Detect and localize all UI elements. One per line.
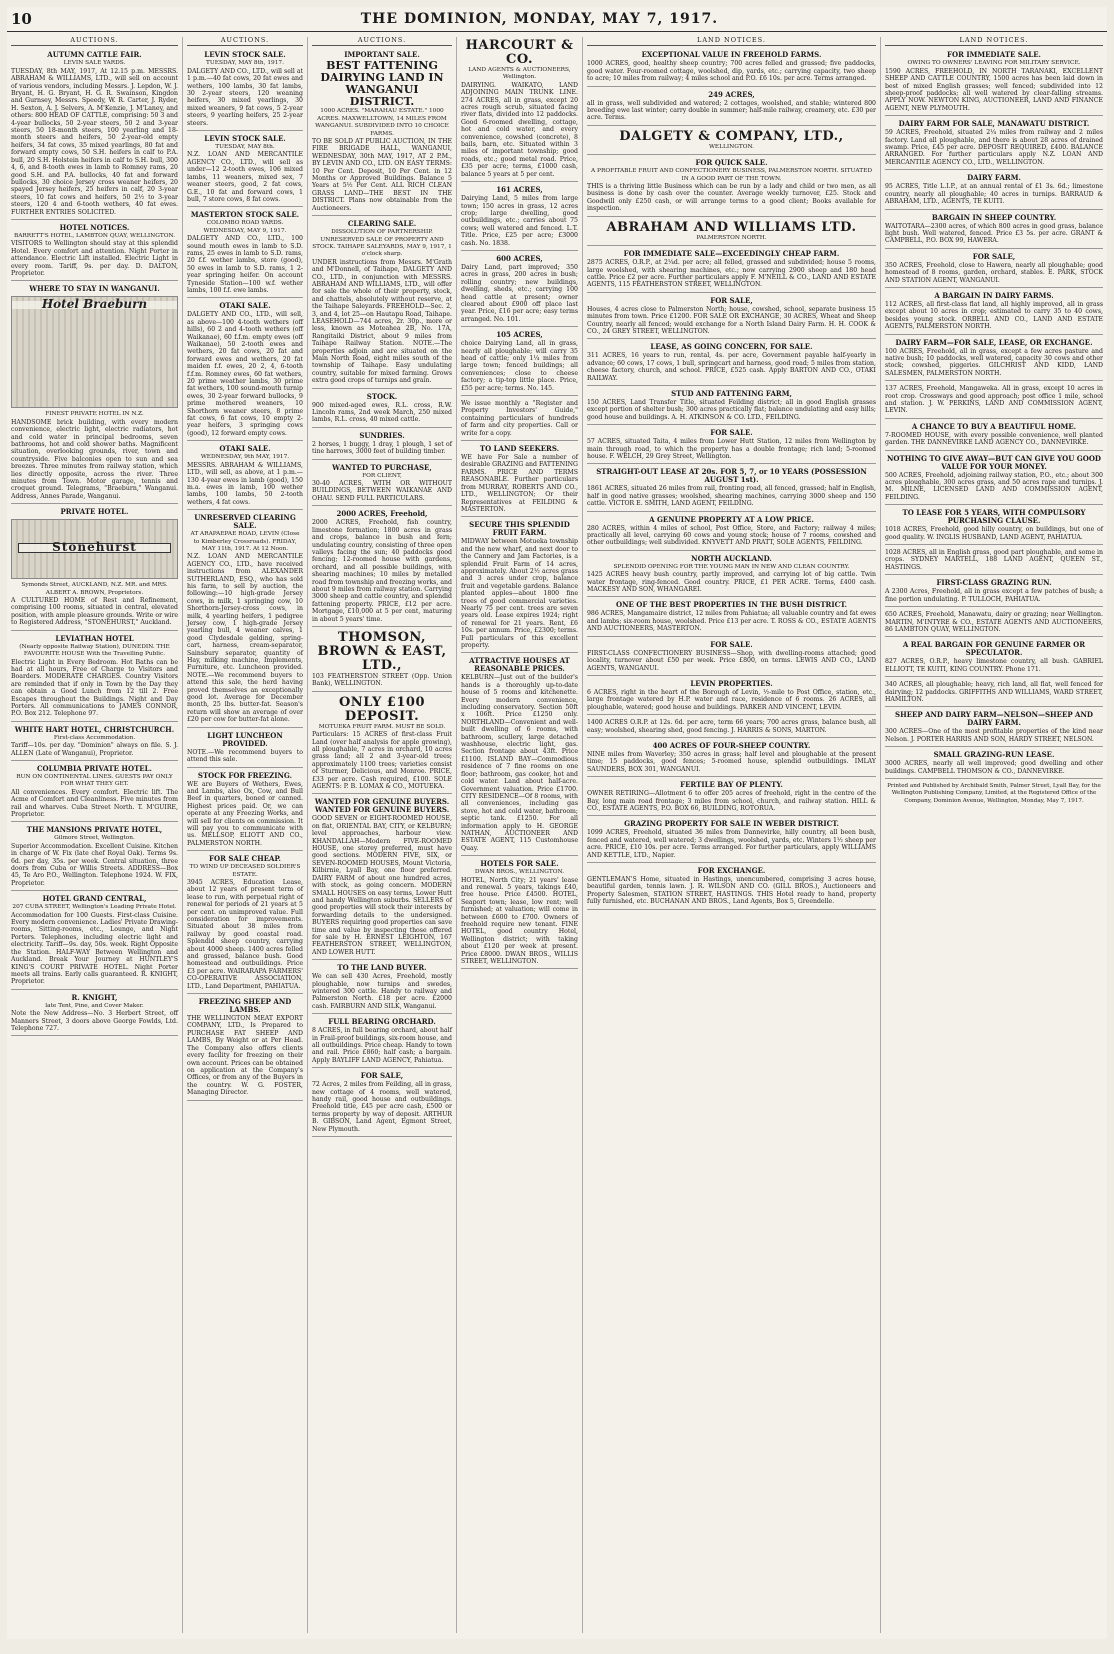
ad-title: PRIVATE HOTEL. — [60, 507, 129, 517]
ad-body: WAITOTARA—2300 acres, of which 800 acres in good grass, balance light bush. Well watered, fenced. Price £3 5s. per acre. GRANT & CAMPBELL, P.O. BOX 99, HAWERA. — [885, 222, 1103, 245]
ad-title: SHEEP AND DAIRY FARM—NELSON—SHEEP AND DAIRY FARM. — [895, 710, 1093, 728]
advertisement — [587, 818, 876, 863]
ad-body: 1400 ACRES O.R.P. at 12s. 6d. per acre, term 66 years; 700 acres grass, balance bush, all easy; woolshed, shearing shed, good fencing. J. HARRIS & SONS, MARTON. — [587, 719, 876, 734]
advertisement — [885, 577, 1103, 607]
ad-subtitle: DISSOLUTION OF PARTNERSHIP. UNRESERVED SALE OF PROPERTY AND STOCK. TAIHAPE SALEYARDS, MAY 9, 1917, 1 o'clock sharp. — [312, 229, 452, 258]
ad-title: IMPORTANT SALE. — [344, 50, 420, 60]
ad-body: 95 ACRES, Title L.I.P., at an annual rental of £1 3s. 6d.; limestone country, nearly all ploughable; 40 acres in turnips. BARRAUD & ABRAHAM, LTD., AGENTS, TE KUITI. — [885, 183, 1103, 206]
ad-body: 300 ACRES—One of the most profitable properties of the kind near Nelson. J. PORTER HARRIS AND SON, HARDY STREET, NELSON. — [885, 728, 1103, 743]
advertisement — [587, 157, 876, 216]
ad-subtitle: Gilmore Street, Wellington. — [54, 835, 135, 842]
ad-title: 161 ACRES, — [496, 185, 543, 195]
ad-subtitle: OWING TO OWNERS' LEAVING FOR MILITARY SERVICE. — [907, 60, 1081, 67]
advertisement — [11, 222, 178, 281]
ad-title: FOR SALE. — [710, 428, 753, 438]
advertisement — [461, 858, 578, 969]
ad-body: Dairying Land, 5 miles from large town; 150 acres in grass, 12 acres crop; large dwelling, good outbuildings, etc.; carries about 75 cows; well watered and fenced. L.T. Title. Price, £25 per acre; £3000 cash. No. 1838. — [461, 195, 578, 247]
advertisement — [587, 717, 876, 738]
ad-subtitle: LEVIN SALE YARDS. — [63, 60, 126, 67]
column-header: AUCTIONS. — [312, 37, 452, 46]
advertisement — [885, 383, 1103, 419]
ad-title: 105 ACRES, — [496, 330, 543, 340]
advertisement — [11, 506, 178, 630]
ad-title: SECURE THIS SPLENDID FRUIT FARM. — [469, 520, 570, 538]
advertisement — [587, 128, 876, 155]
ad-title: NOTHING TO GIVE AWAY—BUT CAN GIVE YOU GOOD VALUE FOR YOUR MONEY. — [886, 453, 1102, 471]
ad-body: 650 ACRES, Freehold, Manawatu, dairy or grazing; near Wellington. MARTIN, M'INTYRE & CO., ESTATE AGENTS AND AUCTIONEERS, 86 LAMBTON QUAY, WELLINGTON. — [885, 611, 1103, 633]
ad-subtitle: SPLENDID OPENING FOR THE YOUNG MAN IN NEW AND CLEAN COUNTRY. — [613, 563, 850, 570]
advertisement — [187, 49, 303, 131]
ad-title: LEVIATHAN HOTEL — [55, 633, 134, 643]
column-header: LAND NOTICES. — [885, 37, 1103, 46]
advertisement — [461, 519, 578, 653]
ad-body: MIDWAY between Motueka township and the new wharf, and next door to the Cannery and Jam Factories, is a splendid Fruit Farm of 14 acres, approximately. About 2½ acres grass and 3 acres under crop, balance fruit and vegetable gardens. Balance planted apples—about 1800 fine trees of good commercial varieties. Nearly 75 per cent. trees are seven years old. Lease expires 1924; right of renewal for 21 years. Rent, £6 10s. per annum. Price, £2300; terms. Full particulars of this excellent property. — [461, 538, 578, 649]
advertisement — [312, 430, 452, 460]
advertisement — [312, 694, 452, 795]
advertisement — [587, 248, 876, 293]
ad-body: DALGETY AND CO., LTD., 100 sound mouth ewes in lamb to S.D. rams, 25 ewes in lamb to S.D. rams, 20 f.f. wether lambs, store (good), 50 ewes in lamb to S.D. rams, 1 2-year springing heifer. On account Tyneside Station—100 w.f. wether lambs, 100 f.f. ewe lambs. — [187, 235, 303, 294]
page-number: 10 — [11, 10, 32, 28]
advertisement — [885, 507, 1103, 545]
advertisement — [11, 724, 178, 761]
ad-body: 8 ACRES, in full bearing orchard, about half in Frail-proof buildings, six-room house, and all outbuildings. Price cheap. Handy to town and rail. Price £860; half cash; a bargain. Apply BAYLIFF LAND AGENCY, Pahiatua. — [312, 1027, 452, 1064]
ad-subtitle: Symonds Street, AUCKLAND, N.Z. MR. and MRS. ALBERT A. BROWN, Proprietors. — [21, 582, 168, 596]
ad-title: HARCOURT & CO. — [465, 38, 574, 67]
ad-body: We can sell 430 Acres, Freehold, mostly ploughable, now turnips and swedes, wintered 300 cattle. Handy to railway and Palmerston North. £18 per acre. £2000 cash. FAIRBURN AND SILK, Wanganui. — [312, 973, 452, 1010]
ad-body: DAIRYING. WAIKATO, LAND ADJOINING MAIN TRUNK LINE. 274 ACRES, all in grass, except 20 acres rough scrub, situated facing river flats, divided into 12 paddocks. Good 6-roomed dwelling, cottage, hot and cold water, and every convenience, cowshed (concrete), 8 bails, barn, etc. Situated within 3 miles of important township; good roads, etc.; good metal road. Price, £35 per acre; terms, £1000 cash, balance 5 years at 5 per cent. — [461, 81, 578, 178]
advertisement — [587, 553, 876, 598]
ad-body: 986 ACRES, Mangamaire district, 12 miles from Pahiatua; all valuable country and fat ewes and lambs; six-room house, woolshed. Price £13 per acre. T. ROSS & CO., ESTATE AGENTS AND AUCTIONEERS, MASTERTON. — [587, 610, 876, 633]
ad-body: 340 ACRES, all ploughable; heavy, rich land, all flat, well fenced for dairying; 12 paddocks. GRIFFITHS AND WILLIAMS, WARD STREET, HAMILTON. — [885, 681, 1103, 703]
ad-title: FERTILE BAY OF PLENTY. — [680, 780, 783, 790]
ad-body: VISITORS to Wellington should stay at this splendid Hotel. Every comfort and attention. Night Porter in attendance. Electric Lift installed. Electric Light in every room. Tariff, 9s. per day. D. DALTON, Proprietor. — [11, 240, 178, 277]
advertisement — [587, 427, 876, 464]
hotel-illustration — [11, 519, 178, 579]
advertisement — [885, 49, 1103, 116]
column-2 — [183, 37, 308, 1633]
advertisement — [587, 466, 876, 511]
ad-title: MASTERTON STOCK SALE. — [190, 210, 300, 220]
advertisement — [587, 219, 876, 246]
ad-title: ONE OF THE BEST PROPERTIES IN THE BUSH DISTRICT. — [616, 600, 847, 610]
ad-subtitle: WELLINGTON. — [708, 143, 755, 150]
ad-body: HOTEL, North City; 21 years' lease and renewal. 5 years, takings £40, free house. Price £4500. HOTEL, Seaport town; lease, low rent; well furnished; at valuation; will come in between £600 to £700. Owners of freehold require new tenant. FINE HOTEL, good country Hotel, Wellington district; with taking about £120 per week at present. Price £8000. DWAN BROS., WILLIS STREET, WELLINGTON. — [461, 876, 578, 966]
ad-body: 30-40 ACRES, WITH OR WITHOUT BUILDINGS, BETWEEN WAIKANAE AND OHAU. SEND FULL PARTICULARS. — [312, 480, 452, 502]
ad-body: 827 ACRES, O.R.P., heavy limestone country, all bush. GABRIEL ELLIOTT, TE KUITI, KING COUNTRY. Phone 171. — [885, 658, 1103, 673]
advertisement — [461, 329, 578, 396]
advertisement — [885, 290, 1103, 335]
ad-title: FOR SALE, — [360, 1071, 404, 1081]
newspaper-page — [7, 7, 1107, 1639]
advertisement — [312, 962, 452, 1014]
advertisement — [461, 398, 578, 441]
ad-body: THIS is a thriving little Business which can be run by a lady and child or two men, as all business is done by cash over the counter. Average weekly turnover, £25. Stock and Goodwill only £250 cash, or will arrange terms to a good client; Books available for inspection. — [587, 183, 876, 213]
ad-title: OTAKI SALE. — [219, 301, 271, 311]
ad-body: 1861 ACRES, situated 26 miles from rail, fronting road, all fenced, grassed; half in English, half in good native grasses; woolshed, shearing machines, carrying 3000 sheep and 150 cattle. VICTOR E. SMITH, LAND AGENT, FEILDING. — [587, 485, 876, 508]
ad-title: A REAL BARGAIN FOR GENUINE FARMER OR SPECULATOR. — [902, 640, 1086, 658]
ad-title: WHERE TO STAY IN WANGANUI. — [29, 284, 160, 294]
ad-title: STUD AND FATTENING FARM, — [671, 388, 792, 398]
ad-title: FULL BEARING ORCHARD. — [328, 1017, 436, 1027]
advertisement — [587, 865, 876, 910]
ad-title: TO LEASE FOR 5 YEARS, WITH COMPULSORY PURCHASING CLAUSE. — [902, 508, 1086, 526]
ad-body: All conveniences. Every comfort. Electric lift. The Acme of Comfort and Cleanliness. Five minutes from rail and wharves. Cuba Street North. T. M'GUIRE, Proprietor. — [11, 788, 178, 818]
newspaper-title: THE DOMINION, MONDAY, MAY 7, 1917. — [360, 11, 719, 27]
ad-title: 2000 ACRES, Freehold, — [336, 509, 428, 519]
ad-body: 100 ACRES, Freehold, all in grass, except a few acres pasture and native bush; 10 paddocks, well watered, capacity 30 cows and other stock; cowshed, piggeries. GILCHRIST AND KIDD, LAND SALESMEN, PALMERSTON NORTH. — [885, 347, 1103, 377]
ad-subtitle: FINEST PRIVATE HOTEL IN N.Z. — [45, 411, 144, 418]
ad-headline: BEST FATTENING DAIRYING LAND IN WANGANUI DISTRICT. — [320, 59, 444, 109]
ad-body: KELBURN—Just out of the builder's hands is a thoroughly up-to-date house of 5 rooms and kitchenette. Every modern convenience, including conservatory. Section 50ft x 106ft. Price £1250 only. NORTHLAND—Convenient and well-built dwelling of 6 rooms, with bathroom, scullery, large detached washhouse, electric light, gas. Section frontage about 43ft. Price £1100. ISLAND BAY—Commodious residence of 7 fine rooms on one floor; bathroom, gas cooker, hot and cold water. Land about half-acre. Government valuation. Price £1700. CITY RESIDENCE—Of 8 rooms, with all conveniences, including gas stove, hot and cold water, bathroom; septic tank. £1250. For all information apply to H. GEORGE NATHAN, AUCTIONEER AND ESTATE AGENT, 115 Customhouse Quay. — [461, 674, 578, 852]
ad-subtitle: A PROFITABLE FRUIT AND CONFECTIONERY BUSINESS, PALMERSTON NORTH. SITUATED IN A GOOD PART OF THE TOWN. — [591, 168, 872, 182]
ad-body: 280 ACRES, within 4 miles of school, Post Office, Store, and Factory; railway 4 miles; practically all level, carrying 60 cows and young stock; house of 7 rooms, cowshed and other outbuildings; well subdivided. KNYVETT AND PRATT, SOLE AGENTS, FEILDING. — [587, 524, 876, 547]
hotel-illustration-caption: Hotel Braeburn — [12, 301, 177, 308]
ad-body: TUESDAY, 8th MAY, 1917, At 12.15 p.m. MESSRS. ABRAHAM & WILLIAMS, LTD., will sell on account of various vendors, including Messrs. J. Lepdon, W. J. Bryant, H. G. Bryant, H. G. R. Swainson, Kingdon and Gurnsey, Messrs. Speedy, W. R. Carter, J. Ryder, H. Sexton, A. J. Selvers, A. M'Kenzie, J. M'Laney, and others: 800 HEAD OF CATTLE, comprising: 50 3 and 4-year bullocks, 50 2-year steers, 50 2 and 3-year steers, 50 18-month steers, 100 yearling and 18-month steers and heifers, 50 2-year-old empty heifers, 34 fat cows, 35 mixed yearlings, 80 fat and forward empty cows, 50 S.H. heifers in calf to P.A. bull, 20 S.H. Holstein heifers in calf to S.H. bull, 300 4, 6, and 8-tooth ewes in lamb to Romney rams, 20 good S.H. and P.A. bullocks, 40 fat and forward bullocks, 30 choice Jersey cross weaner heifers, 20 spayed Jersey heifers, 25 heifers in calf, 20 3-year steers, 10 fat cows and heifers, 50 2½ to 3-year steers, 120 4 and 6-tooth wethers, 40 fat ewes. FURTHER ENTRIES SOLICITED. — [11, 67, 178, 216]
advertisement — [885, 547, 1103, 575]
column-6 — [881, 37, 1107, 1633]
advertisement — [587, 514, 876, 551]
advertisement — [587, 388, 876, 425]
advertisement — [187, 730, 303, 768]
ad-subtitle: MOTUEKA FRUIT FARM. MUST BE SOLD. — [318, 723, 446, 730]
ad-title: LEASE, AS GOING CONCERN, FOR SALE. — [650, 342, 813, 352]
column-3 — [308, 37, 457, 1633]
ad-body: 6 ACRES, right in the heart of the Borough of Levin, ½-mile to Post Office, station, etc., large frontage watered by H.P. water and race, residence of 6 rooms. 26 ACRES, all ploughable, watered; good house and buildings. PARKER AND VINCENT, LEVIN. — [587, 688, 876, 711]
advertisement — [885, 421, 1103, 451]
advertisement — [187, 300, 303, 441]
ad-title: FOR SALE CHEAP. — [209, 854, 281, 864]
ad-title: COLUMBIA PRIVATE HOTEL. — [36, 763, 152, 773]
imprint: Printed and Published by Archibald Smith, Palmer Street, Lyall Bay, for the Wellington Publishing Company, Limited, at the Registered Office of the Company, Dominion Avenue, Wellington, Monday, May 7, 1917. — [887, 782, 1101, 804]
ad-title: FOR IMMEDIATE SALE. — [947, 50, 1041, 60]
ad-title: THE MANSIONS PRIVATE HOTEL, — [26, 825, 163, 835]
advertisement — [885, 212, 1103, 249]
ad-title: DAIRY FARM. — [967, 173, 1021, 183]
ad-body: 1099 ACRES, Freehold, situated 36 miles from Dannevirke, hilly country, all been bush, fenced and watered, well watered; 3 dwellings, woolshed, yards, etc. Winters 1½ sheep per acre. PRICE, £10 10s. per acre. Terms arranged. For further particulars, apply WILLIAMS AND KETTLE, LTD., Napier. — [587, 829, 876, 859]
ad-body: 1000 ACRES, good, healthy sheep country; 700 acres felled and grassed; five paddocks, good water. Four-roomed cottage, woolshed, dip, yards, etc.; carrying capacity, two sheep to acre; 10 miles from railway; 4 miles school and P.O. £6 10s. per acre. Terms arranged. — [587, 60, 876, 83]
ad-body: 2000 ACRES, Freehold, fish country, limestone formation; 1800 acres in grass and crops, balance in bush and fern; undulating country, consisting of three open valleys facing the sun; 40 paddocks good fencing; 12-roomed house with gardens, orchard, and all possible buildings, with shearing machines; 10 miles by metalled road from township and freezing works, and about 9 miles from railway station. Carrying 3000 sheep and cattle country, and splendid fattening property. PRICE, £12 per acre. Mortgage, £10,000 at 5 per cent, maturing in about 5 years' time. — [312, 519, 452, 623]
ad-subtitle: TUESDAY, MAY 8th, 1917. — [206, 60, 284, 67]
ad-title: FREEZING SHEEP AND LAMBS. — [198, 997, 292, 1015]
column-5 — [583, 37, 881, 1633]
ad-body: TO BE SOLD AT PUBLIC AUCTION, IN THE FIRE BRIGADE HALL, WANGANUI, WEDNESDAY, 30th MAY, 1917, AT 2 P.M., BY LEVIN AND CO., LTD. ON EASY TERMS: 10 Per Cent. Deposit, 10 Per Cent. in 12 Months or Approved Buildings. Balance 5 Years at 5½ Per Cent. ALL RICH CLEAN GRASS LAND—THE BEST IN THE DISTRICT. Plans now obtainable from the Auctioneers. — [312, 138, 452, 212]
ad-title: FOR IMMEDIATE SALE—EXCEEDINGLY CHEAP FARM. — [623, 249, 840, 259]
ad-title: LEVIN PROPERTIES. — [690, 678, 773, 688]
ad-body: DALGETY AND CO., LTD., will sell, as above—100 4-tooth wethers (off hills), 60 2 and 4-tooth wethers (off Waikanae), 60 f.f.m. empty ewes (off Waikanae), 50 2-tooth ewes and wethers, 20 fat cows, 20 fat and forward ewes and wethers, 20 fat maiden f.f. ewes, 20 2, 4, 6-tooth f.f.m. Romney ewes, 60 fat wethers, 20 prime weather lambs, 30 prime fat wethers, 100 sound-mouth turnip ewes, 30 2-year forward bullocks, 9 prime mothered weaners, 10 Shorthorn weaner steers, 8 prime fat cows, 6 fat cows, 10 empty 2-year heifers, 3 springing cows (good), 12 forward empty cows. — [187, 311, 303, 437]
ad-title: STOCK FOR FREEZING. — [197, 770, 293, 780]
ad-subtitle: FOR CLIENT, — [362, 472, 402, 479]
advertisement — [885, 118, 1103, 170]
ad-body: all in grass, well subdivided and watered; 2 cottages, woolshed, and stable; wintered 800 breeding ewe last winter; carry double in summer; half-mile railway, creamery, etc. £30 per acre. Terms. — [587, 99, 876, 122]
masthead — [7, 7, 1107, 32]
ad-title: UNRESERVED CLEARING SALE. — [194, 513, 296, 531]
ad-subtitle: 207 CUBA STREET, Wellington's Leading Private Hotel. — [12, 904, 177, 911]
ad-body: NOTE.—We recommend buyers to attend this sale. — [187, 748, 303, 764]
ad-body: Electric Light in Every Bedroom. Hot Baths can be had at all hours, Free of Charge to Visitors and Boarders. MODERATE CHARGES. Country Visitors are reminded that if only in Town by the Day they can obtain a Good Lunch from 12 till 2. Free Escapes throughout the Buildings. Night and Day Porters. All communications to JAMES CONNOR, P.O. Box 212. Telephone 97. — [11, 658, 178, 718]
ad-subtitle: LAND AGENTS & AUCTIONEERS, Wellington. — [468, 67, 571, 81]
ad-body: 57 ACRES, situated Taita, 4 miles from Lower Hutt Station, 12 miles from Wellington by main through road, to which the property has a double frontage; rich land; 5-roomed house. F. WELCH, 29 Grey Street, Wellington. — [587, 438, 876, 460]
ad-title: A CHANCE TO BUY A BEAUTIFUL HOME. — [911, 421, 1077, 431]
column-4 — [457, 37, 583, 1633]
ad-title: DAIRY FARM FOR SALE, MANAWATU DISTRICT. — [898, 119, 1090, 129]
ad-title: ABRAHAM AND WILLIAMS LTD. — [606, 219, 857, 235]
advertisement — [885, 251, 1103, 288]
ad-subtitle: DWAN BROS., WELLINGTON. — [474, 869, 565, 876]
advertisement — [461, 253, 578, 327]
ad-body: 112 ACRES, all first-class flat land, all highly improved, all in grass except about 10 acres in crop; estimated to carry 35 to 40 cows, besides young stock. ORBELL AND CO., LAND AND ESTATE AGENTS, PALMERSTON NORTH. — [885, 300, 1103, 331]
advertisement — [461, 37, 578, 182]
column-header: AUCTIONS. — [187, 37, 303, 46]
advertisement — [885, 337, 1103, 382]
ad-title: HOTEL NOTICES. — [59, 222, 130, 232]
ad-title: NORTH AUCKLAND. — [691, 553, 772, 563]
ad-subtitle: BARRETT'S HOTEL, LAMBTON QUAY, WELLINGTON. — [13, 232, 176, 239]
ad-body: N.Z. LOAN AND MERCANTILE AGENCY CO., LTD., will sell as under—12 2-tooth ewes, 106 mixed lambs, 11 weaners, mixed sex, 7 weaner steers, good, 2 fat cows, G.E., 10 fat and forward cows, 1 bull, 7 store cows, 8 fat cows. — [187, 151, 303, 203]
ad-body: A CULTURED HOME of Rest and Refinement, comprising 100 rooms, situated in central, elevated position, with ample pleasure grounds. Write or wire to Registered Address, "STONEHURST," Auckland. — [11, 597, 178, 627]
advertisement — [587, 678, 876, 715]
advertisement — [885, 609, 1103, 637]
hotel-illustration-caption: Stonehurst — [18, 543, 171, 552]
advertisement — [885, 709, 1103, 747]
ad-title: STOCK. — [366, 391, 398, 401]
ad-body: NINE miles from Waverley; 350 acres in grass; half level and ploughable at the present time; 15 paddocks, good fences; 5-roomed house, splendid outbuildings. IMLAY SAUNDERS, BOX 301, WANGANUI. — [587, 750, 876, 773]
advertisement — [587, 49, 876, 86]
ad-body: GENTLEMAN'S Home, situated in Hastings, unencumbered, comprising 3 acres house, beautiful garden, tennis lawn. J. R. WILSON AND CO. (GILL BROS.), Auctioneers and Property Salesmen, STATION STREET, HASTINGS. THIS Hotel ready to hand, property fully furnished, etc. BUCHANAN AND BROS., Land Agents, Box 5, Greendelle. — [587, 876, 876, 906]
ad-title: DALGETY & COMPANY, LTD., — [619, 128, 844, 144]
ad-title: WANTED FOR GENUINE BUYERS. WANTED FOR GENUINE BUYERS. — [314, 797, 450, 815]
ad-body: choice Dairying Land, all in grass, nearly all ploughable; will carry 35 head of cattle; only 1¼ miles from large town; fenced buildings; all conveniences; close to cheese factory; a tip-top little place. Price, £55 per acre; terms. No. 145. — [461, 340, 578, 392]
advertisement — [461, 655, 578, 856]
ad-title: STRAIGHT-OUT LEASE AT 20s. FOR 5, 7, or 10 YEARS (POSSESSION AUGUST 1st). — [596, 467, 867, 485]
ad-body: HANDSOME brick building, with every modern convenience, electric light, electric radiators, hot and cold water in principal bedrooms, seven bathrooms, hot and cold shower baths. Magnificent situation, overlooking grounds, river, town and countryside. Five balconies open to sun and sea breezes. Three minutes from railway station, which lies directly opposite, across the river. Three minutes from Town. Motor garage, tennis and croquet ground. Telegrams, "Braeburn," Wanganui. Address, Annes Parade, Wanganui. — [11, 418, 178, 500]
advertisement — [587, 740, 876, 777]
advertisement — [11, 763, 178, 822]
ad-body: OWNER RETIRING—Allotment 6 to offer 205 acres of freehold, right in the centre of the Bay, long main road frontage; 3 miles from school, church, and railway station. HILL & CO., ESTATE AGENTS, P.O. BOX 66, BUILDING, ROTORUA. — [587, 790, 876, 812]
advertisement — [312, 1070, 452, 1137]
ad-title: BARGAIN IN SHEEP COUNTRY. — [931, 212, 1057, 222]
column-1 — [7, 37, 183, 1633]
advertisement — [11, 633, 178, 722]
hotel-illustration — [11, 296, 178, 408]
ad-title: FIRST-CLASS GRAZING RUN. — [936, 578, 1052, 588]
advertisement — [187, 209, 303, 298]
ad-subtitle: PALMERSTON NORTH. — [696, 234, 767, 241]
ad-title: SUNDRIES. — [359, 430, 405, 440]
ad-subtitle: late Tent, Pine, and Cover Maker. — [45, 1002, 144, 1009]
ad-body: 72 Acres, 2 miles from Feilding, all in grass, new cottage of 4 rooms, well watered, handy rail, good house and outbuildings. Freehold title, £45 per acre cash, £500 or terms property by way of deposit. ARTHUR B. GIBSON, Land Agent, Egmont Street, New Plymouth. — [312, 1081, 452, 1133]
ad-title: A GENUINE PROPERTY AT A LOW PRICE. — [649, 514, 814, 524]
advertisement — [461, 443, 578, 517]
ad-body: 350 ACRES, Freehold, close to Hawera, nearly all ploughable; good homestead of 8 rooms, garden, orchard, stables. E. PARK, STOCK AND STATION AGENT, WANGANUI. — [885, 261, 1103, 284]
ad-title: R. KNIGHT, — [71, 992, 118, 1002]
advertisement — [587, 639, 876, 676]
advertisement — [187, 133, 303, 207]
ad-body: Tariff—10s. per day. "Dominion" always on file. S. J. ALLEN (Late of Wanganui), Proprietor. — [11, 742, 178, 757]
ad-body: 7-ROOMED HOUSE, with every possible convenience, well planted garden. THE DANNEVIRKE LAND AGENCY CO., DANNEVIRKE. — [885, 431, 1103, 447]
ad-body: 1425 ACRES heavy bush country, partly improved, and carrying lot of big cattle. Twin water frontage, ring-fenced. Good country. PRICE, £1 PER ACRE. Terms, £400 cash. MACKESY AND SON, WHANGAREI. — [587, 571, 876, 594]
column-header: LAND NOTICES. — [587, 37, 876, 46]
advertisement — [885, 172, 1103, 209]
ad-body: THE WELLINGTON MEAT EXPORT COMPANY, LTD., Is Prepared to PURCHASE FAT SHEEP AND LAMBS, By Weight or at Per Head. The Company also offers clients every facility for freezing on their own account. Prices can be obtained on application at the Company's Offices, or from any of the Buyers in the country. W. G. FOSTER, Managing Director. — [187, 1015, 303, 1097]
ad-subtitle: TO WIND UP DECEASED SOLDIER'S ESTATE. — [189, 864, 301, 878]
ad-body: 2875 ACRES, O.R.P., at 2¼d. per acre; all felled, grassed and subdivided; house 5 rooms, large woolshed, with shearing machines, etc.; now carrying 2900 sheep and 180 head cattle. Price £2 per acre. Further particulars apply F. M'NEILL & CO., LAND AND ESTATE AGENTS, 115 FEATHERSTON STREET, WELLINGTON. — [587, 259, 876, 289]
ad-body: 500 ACRES, Freehold, adjoining railway station, P.O., etc.; about 300 acres ploughable, 300 acres grass, and 50 acres rape and turnips. J. M. MILNE, LICENSED LAND AND COMMISSION AGENT, FEILDING. — [885, 471, 1103, 501]
ad-body: Accommodation for 100 Guests. First-class Cuisine. Every modern convenience. Ladies' Private Drawing-rooms, Sitting-rooms, etc., Lounge, and Night Porters. Telephones, including electric light and electricity. Tariff—9s. day, 50s. week. Right Opposite the Station. HALF-WAY Between Wellington and Auckland. Break Your Journey at HUNTLEY'S KING'S COURT PRIVATE HOTEL. Night Porter meets all trains. Early calls guaranteed. R. KNIGHT, Proprietor. — [11, 911, 178, 986]
ad-body: 1028 ACRES, all in English grass, good part ploughable, and some in crops. SYDNEY MARTELL, 188 LAND AGENT, QUEEN ST., HASTINGS. — [885, 549, 1103, 571]
advertisement — [587, 341, 876, 386]
ad-title: LIGHT LUNCHEON PROVIDED. — [207, 730, 283, 748]
ad-body: Dairy Land, part improved; 350 acres in grass, 200 acres in bush; rolling country; new buildings, dwelling, sheds, etc.; carrying 100 head cattle at present; owner cleared about £900 off place last year. Price, £16 per acre; easy terms arranged. No. 101. — [461, 263, 578, 323]
advertisement — [885, 749, 1103, 779]
ad-title: FOR SALE, — [710, 295, 753, 305]
ad-body: 900 mixed-aged ewes, R.L. cross, R.W. Lincoln rams, 2nd week March, 250 mixed lambs, R.L. cross, 40 mixed cattle. — [312, 401, 452, 424]
ad-subtitle: (Nearly opposite Railway Station), DUNEDIN. THE FAVOURITE HOUSE With the Travelling Public. — [19, 643, 170, 658]
ad-body: 3000 ACRES, nearly all well improved; good dwelling and other buildings. CAMPBELL THOMSON & CO., DANNEVIRKE. — [885, 760, 1103, 775]
advertisement — [187, 512, 303, 728]
ad-subtitle: WEDNESDAY, 9th MAY, 1917. — [200, 454, 290, 461]
advertisement — [461, 184, 578, 251]
ad-title: GRAZING PROPERTY FOR SALE IN WEBER DISTRICT. — [624, 819, 839, 829]
ad-title: TO THE LAND BUYER. — [337, 963, 427, 973]
advertisement — [187, 853, 303, 994]
ad-body: Superior Accommodation. Excellent Cuisine. Kitchen in charge of W. Fix (late chef Royal Oak). Terms 9s. 6d. per day, 35s. per week. Central situation, three doors from Cuba or Willis Streets. ADDRESS—Box 45, Te Aro P.O., Wellington. Telephone 1924. W. FIX, Proprietor. — [11, 842, 178, 887]
ad-title: THOMSON, BROWN & EAST, LTD., — [317, 629, 447, 673]
ad-body: 103 FEATHERSTON STREET (Opp. Union Bank), WELLINGTON. — [312, 672, 452, 688]
ad-body: 150 ACRES, Land Transfer Title, situated Feilding district; all in good English grasses except portion of shelter bush; 300 acres practically flat; balance undulating and easy hills; good house and buildings. A. H. ATKINSON & CO. LTD., FEILDING. — [587, 398, 876, 421]
ad-body: Particulars: 15 ACRES of first-class Fruit Land (over half analysis for apple growing), all ploughable, 7 acres in orchard, 10 acres grass land; all 2 and 3-year-old trees; approximately 1100 trees; varieties consist of Sturmer, Delicious, and Monroe. PRICE, £33 per acre. Cash required, £100. SOLE AGENTS: P. B. LOMAX & CO., MOTUEKA. — [312, 731, 452, 791]
ad-title: LEVIN STOCK SALE. — [204, 134, 286, 144]
ad-subtitle: AT ARAPAEPAE ROAD, LEVIN (Close to Kimberley Crossroads). FRIDAY, MAY 11th, 1917. At 12 Noon. — [190, 531, 300, 552]
ad-body: 137 ACRES, Freehold, Mangaweka. All in grass, except 10 acres in root crop. Crossways and good approach; post office 1 mile, school and station. J. W. PERKINS, LAND AND COMMISSION AGENT, LEVIN. — [885, 385, 1103, 415]
advertisement — [587, 779, 876, 816]
ad-body: WE are Buyers of Wethers, Ewes, and Lambs, also Ox, Cow, and Bull Beef in quarters, boned or canned. Highest prices paid. Or, we can operate at any Freezing Works, and will sell for clients on commission. It will pay you to communicate with us. MELLSOP, ELIOTT AND CO., PALMERSTON NORTH. — [187, 780, 303, 847]
ad-title: CLEARING SALE. — [347, 219, 417, 229]
advertisement — [312, 391, 452, 428]
advertisement — [312, 508, 452, 627]
ad-body: 3945 ACRES, Education Lease, about 12 years of present term of lease to run, with perpetual right of renewal for periods of 21 years at 5 per cent. on unimproved value. Full consideration for improvements. Situated about 38 miles from railway by good coastal road. Splendid sheep country, carrying about 4000 sheep. 1400 acres felled and grassed, balance bush. Good homestead and outbuildings. Price £3 per acre. WAIRARAPA FARMERS' CO-OPERATIVE ASSOCIATION, LTD., Land Department, PAHIATUA. — [187, 878, 303, 990]
ad-title: FOR SALE, — [972, 251, 1016, 261]
ad-body: N.Z. LOAN AND MERCANTILE AGENCY CO., LTD., have received instructions from ALEXANDER SUTHERLAND, ESQ., who has sold his farm, to sell by auction, the following:—10 high-grade Jersey cows, in milk, 1 springing cow, 10 Shorthorn-Jersey-cross cows, in milk, 4 yearling heifers, 1 pedigree Jersey cow, 1 high-grade Jersey yearling bull, 4 weaner calves, 1 good Clydesdale gelding, spring-cart, harness, cream-separator, Sainsbury separator, quantity of Hay, milking machine, Implements, Furniture, etc. Luncheon provided. NOTE.—We recommend buyers to attend this sale, the herd having proved themselves an exceptionally good lot. Average for December month, 25 lbs. butter-fat. Season's return will show an average of over £20 per cow for butter-fat alone. — [187, 553, 303, 724]
advertisement — [885, 679, 1103, 707]
ad-body: A 2300 Acres, Freehold, all in grass except a few patches of bush; a fine portion undulating. P. TULLOCH, PAHIATUA. — [885, 588, 1103, 603]
ad-subtitle: TUESDAY, MAY 8th. — [215, 144, 275, 151]
ad-title: FOR EXCHANGE. — [697, 866, 766, 875]
ad-title: SMALL GRAZING-RUN LEASE. — [933, 750, 1055, 760]
advertisement — [885, 453, 1103, 506]
ad-title: HOTELS FOR SALE. — [480, 859, 559, 869]
ad-title: FOR QUICK SALE. — [695, 158, 768, 168]
ad-title: ATTRACTIVE HOUSES AT REASONABLE PRICES. — [469, 656, 570, 674]
advertisement — [885, 639, 1103, 677]
ad-title: EXCEPTIONAL VALUE IN FREEHOLD FARMS. — [641, 50, 822, 60]
ad-subtitle: First-class Accommodation. — [53, 734, 136, 741]
ad-body: 311 ACRES, 16 years to run, rental, 4s. per acre, Government payable half-yearly in advance; 60 cows, 17 cows, 1 bull, springcart and harness, good road; 5 miles from station, cheese factory, church, and school. PRICE, £525 cash. Apply BARTON AND CO., OTAKI RAILWAY. — [587, 352, 876, 382]
advertisement — [187, 996, 303, 1100]
advertisement — [11, 283, 178, 504]
advertisement — [587, 599, 876, 636]
ad-body: WE have For Sale a number of desirable GRAZING and FATTENING FARMS. PRICE AND TERMS REASONABLE. Further particulars from MURRAY, ROBERTS AND CO., LTD., WELLINGTON; Or their Representatives at FEILDING & MASTERTON. — [461, 454, 578, 513]
ad-body: 2 horses, 1 buggy, 1 dray, 1 plough, 1 set of tine harrows, 3000 feet of building timber. — [312, 440, 452, 456]
advertisement — [312, 629, 452, 692]
ad-body: MESSRS. ABRAHAM & WILLIAMS, LTD., will sell, as above, at 1 p.m.—130 4-year ewes in lamb (good), 150 m.a. ewes in lamb, 100 wether lambs, 100 lambs, 50 2-tooth wethers, 4 fat cows. — [187, 461, 303, 506]
column-header: AUCTIONS. — [11, 37, 178, 46]
advertisement — [187, 443, 303, 510]
ad-title: HOTEL GRAND CENTRAL, — [42, 894, 147, 904]
advertisement — [587, 89, 876, 126]
ad-body: Houses, 4 acres close to Palmerston North; house, cowshed, school, separate business 15 minutes from town. Price £1200. FOR SALE OR EXCHANGE, 30 ACRES, Wheat and Sheep Country, nearly all fenced; would exchange for a North Island Dairy Farm. H. H. COOK & CO., 24 GREY STREET, WELLINGTON. — [587, 305, 876, 335]
ad-body: 59 ACRES, Freehold, situated 2¼ miles from railway and 2 miles factory. Land all ploughable, and there is about 28 acres of drained swamp. Price, £45 per acre. DEPOSIT REQUIRED, £400. BALANCE ARRANGED. For further particulars apply N.Z. LOAN AND MERCANTILE AGENCY CO., LTD., WELLINGTON. — [885, 129, 1103, 166]
ad-title: LEVIN STOCK SALE. — [204, 50, 286, 60]
ad-title: OTAKI SALE. — [219, 444, 271, 454]
ad-title: FOR SALE. — [710, 639, 753, 649]
ad-title: 400 ACRES OF FOUR-SHEEP COUNTRY. — [652, 740, 811, 750]
ad-title: 600 ACRES, — [496, 253, 543, 263]
ad-body: UNDER instructions from Messrs. M'Grath and M'Donnell, of Taihape, DALGETY AND CO., LTD., in conjunction with MESSRS. ABRAHAM AND WILLIAMS, LTD., will offer for sale the whole of their property, stock, and chattels, absolutely without reserve, at the Taihape Saleyards. FREEHOLD—Sec. 2, 3, and 4, lot 25—on Hautapu Road, Taihape. LEASEHOLD—744 acres, 2r. 30p., more or less, known as Moteahea 2B, No. 17A, Rangitaiki District, about 9 miles from Taihape Railway Station. NOTE.—The properties adjoin and are situated on the Main North Road, eight miles south of the township of Taihape. Easy undulating country, suitable for mixed farming. Grows extra good crops of turnips and grain. — [312, 258, 452, 385]
ad-subtitle: COLOMBO ROAD YARDS. WEDNESDAY, MAY 9, 1917. — [203, 220, 287, 234]
ad-subtitle: 1000 ACRES. "MARAHAU ESTATE." 1000 ACRES. MAXWELLTOWN, 14 MILES FROM WANGANUI. SUBDIVIDED INTO 10 CHOICE FARMS. — [315, 108, 449, 137]
ad-title: 249 ACRES, — [708, 89, 755, 99]
ad-title: ONLY £100 DEPOSIT. — [338, 694, 425, 724]
advertisement — [312, 49, 452, 216]
ad-body: We issue monthly a "Register and Property Investors' Guide," containing particulars of hundreds of farm and city properties. Call or write for a copy. — [461, 400, 578, 437]
ad-body: Note the New Address—No. 3 Herbert Street, off Manners Street, 3 doors above George Fowlds, Ltd. Telephone 727. — [11, 1010, 178, 1032]
ad-title: TO LAND SEEKERS. — [479, 444, 560, 454]
advertisement — [11, 893, 178, 989]
ad-body: 1018 ACRES, Freehold, good hilly country, on buildings, but one of good quality. W. INGLIS HUSBAND, LAND AGENT, PAHIATUA. — [885, 526, 1103, 541]
ad-title: A BARGAIN IN DAIRY FARMS. — [934, 290, 1054, 300]
advertisement — [312, 218, 452, 389]
advertisement — [11, 824, 178, 891]
ad-subtitle: RUN ON CONTINENTAL LINES. GUESTS PAY ONLY FOR WHAT THEY GET. — [16, 773, 173, 788]
ad-body: GOOD SEVEN or EIGHT-ROOMED HOUSE, on flat, ORIENTAL BAY, CITY, or KELBURN; level approaches, harbour view. KHANDALLAH—Modern FIVE-ROOMED HOUSE, one storey preferred, must have good sections. MODERN FIVE, SIX, or SEVEN-ROOMED HOUSES, Mount Victoria, Kilbirnie, Lyall Bay, one floor preferred. DAIRY FARM of about one hundred acres, with stock, as going concern. MODERN SMALL HOUSES on easy terms, Lower Hutt and handy Wellington suburbs. SELLERS of good properties will stock their interests by forwarding details to the undersigned. BUYERS requiring good properties can save time and value by inspecting those offered for sale by H. ERNEST LEIGHTON, 167 FEATHERSTON STREET, WELLINGTON, AND LOWER HUTT. — [312, 815, 452, 956]
ad-title: DAIRY FARM—FOR SALE, LEASE, OR EXCHANGE. — [895, 337, 1093, 347]
ad-body: FIRST-CLASS CONFECTIONERY BUSINESS—Shop, with dwelling-rooms attached; good locality, turnover about £50 per week. Price £800, on terms. LEWIS AND CO., LAND AGENTS, WANGANUI. — [587, 649, 876, 672]
ad-title: WANTED TO PURCHASE, — [332, 462, 432, 472]
advertisement — [11, 992, 178, 1037]
advertisement — [587, 295, 876, 340]
ad-title: WHITE HART HOTEL, CHRISTCHURCH. — [14, 724, 175, 734]
advertisement — [312, 1016, 452, 1068]
ad-title: AUTUMN CATTLE FAIR. — [47, 50, 142, 60]
advertisement — [11, 49, 178, 220]
advertisement — [312, 796, 452, 960]
advertisement — [312, 462, 452, 507]
ad-body: 1590 ACRES, FREEHOLD, IN NORTH TARANAKI, EXCELLENT SHEEP AND CATTLE COUNTRY, 1500 acres has been laid down in best of mixed English grasses; well fenced; subdivided into 12 sheep-proof paddocks; all well watered by clear-falling streams. APPLY NOW. NEWTON KING, AUCTIONEER, LAND AND FINANCE AGENT, NEW PLYMOUTH. — [885, 67, 1103, 112]
ad-body: DALGETY AND CO., LTD., will sell at 1 p.m.—40 fat cows, 20 fat ewes and wethers, 100 lambs, 30 fat lambs, 30 2-year steers, 120 weaning heifers, 30 mixed yearlings, 30 mixed weaners, 9 fat cows, 5 2-year steers, 9 yearling heifers, 25 2-year steers. — [187, 67, 303, 127]
advertisement — [187, 770, 303, 852]
